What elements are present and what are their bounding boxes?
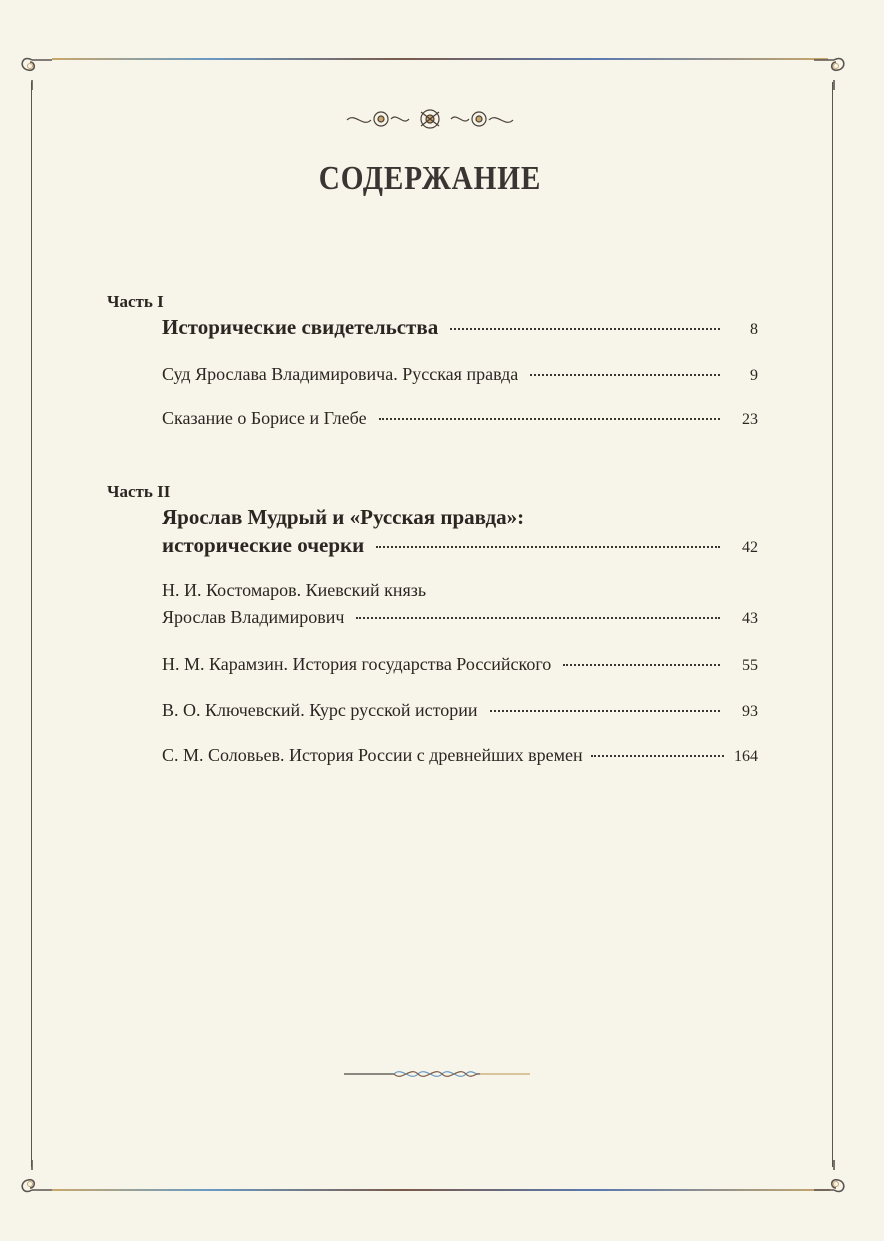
toc-entry-text: Н. М. Карамзин. История государства Российского (162, 654, 552, 674)
toc-heading-part-1 (162, 315, 758, 340)
bottom-right-scroll-corner-icon (812, 1160, 852, 1200)
toc-entry (162, 700, 758, 721)
dot-leader (376, 546, 720, 548)
dot-leader (356, 617, 720, 619)
toc-entry-text: Ярослав Владимирович (162, 607, 345, 627)
bottom-left-scroll-corner-icon (14, 1160, 54, 1200)
toc-entry (162, 408, 758, 429)
page-number: 8 (750, 321, 758, 338)
frame-left-border (31, 82, 32, 1167)
toc-entry-text: В. О. Ключевский. Курс русской истории (162, 700, 478, 720)
toc-entry (162, 364, 758, 385)
floral-ornament-icon (345, 104, 515, 134)
page-number: 23 (742, 411, 758, 428)
frame-top-border (52, 58, 828, 60)
page-title: СОДЕРЖАНИЕ (318, 160, 542, 197)
frame-bottom-border (52, 1189, 830, 1191)
toc-entry-text: С. М. Соловьев. История России с древнейших времен (162, 745, 583, 765)
top-right-scroll-corner-icon (812, 50, 852, 90)
page-number: 164 (734, 748, 758, 765)
toc-entry-text: Сказание о Борисе и Глебе (162, 408, 367, 428)
part-1-label: Часть I (107, 292, 164, 311)
page-number: 93 (742, 703, 758, 720)
part-2-label: Часть II (107, 482, 171, 501)
dot-leader (591, 755, 724, 757)
page-number: 42 (742, 539, 758, 556)
braid-divider-icon (344, 1066, 530, 1082)
frame-right-border (832, 82, 833, 1167)
page-number: 55 (742, 657, 758, 674)
toc-entry (162, 654, 758, 675)
top-left-scroll-corner-icon (14, 50, 54, 90)
toc-entry-line: Н. И. Костомаров. Киевский князь (162, 580, 427, 600)
dot-leader (530, 374, 720, 376)
toc-entry (162, 745, 758, 766)
dot-leader (450, 328, 720, 330)
toc-entry-text: Суд Ярослава Владимировича. Русская правда (162, 364, 519, 384)
page-number: 9 (750, 367, 758, 384)
toc-heading-text: Исторические свидетельства (162, 315, 439, 339)
dot-leader (563, 664, 720, 666)
dot-leader (379, 418, 720, 420)
toc-heading-part-2 (162, 533, 758, 558)
toc-heading-text: исторические очерки (162, 533, 365, 557)
toc-heading-line: Ярослав Мудрый и «Русская правда»: (162, 505, 525, 529)
toc-entry (162, 607, 758, 628)
page-number: 43 (742, 610, 758, 627)
dot-leader (490, 710, 720, 712)
